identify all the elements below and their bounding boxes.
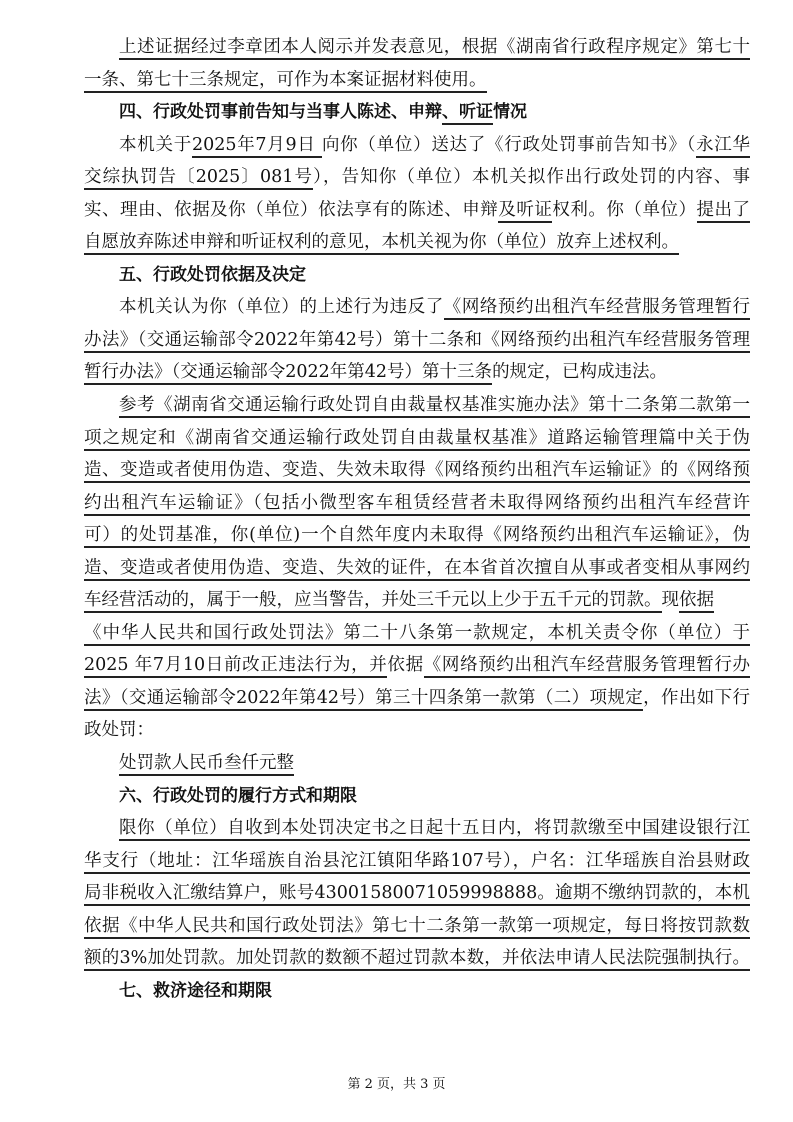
text-line: [84, 226, 750, 259]
underlined-text: 《中华人民共和国行政处罚法》第二十八条第一款规定，本机关责令你（单位）于: [84, 623, 750, 646]
underlined-text: 2025 年7月10日前改正违法行为，并: [84, 655, 387, 678]
underlined-text: 交综执罚告〔2025〕081号: [84, 167, 313, 190]
text-segment: 五、行政处罚依据及决定: [119, 264, 306, 285]
text-line: [84, 942, 750, 975]
text-line: [84, 649, 750, 682]
underlined-text: 办法》（交通运输部令2022年第42号）第十二条和《网络预约出租汽车经营服务管理: [84, 330, 750, 353]
text-line: [84, 324, 750, 357]
text-segment: 情况: [493, 102, 527, 123]
underlined-text: 造、变造或者使用伪造、变造、失效未取得《网络预约出租汽车运输证》的《网络预: [84, 460, 750, 483]
text-segment: 七、救济途径和期限: [119, 980, 272, 1001]
text-line: [84, 552, 750, 585]
underlined-text: 依据: [679, 590, 714, 613]
underlined-text: 可）的处罚基准，你(单位)一个自然年度内未取得《网络预约出租汽车运输证》，伪: [84, 525, 750, 548]
text-line: [84, 487, 750, 520]
text-segment: 实、理由、依据及你（单位）依法享有的陈述、申辩: [84, 199, 499, 220]
page-footer: 第 2 页，共 3 页: [347, 1077, 446, 1092]
text-line: [84, 812, 750, 845]
text-line: [84, 454, 750, 487]
underlined-text: 《网络预约出租汽车经营服务管理暂行办: [424, 655, 750, 678]
text-segment: 依据: [387, 655, 424, 676]
underlined-text: 局非税收入汇缴结算户，账号43001580071059998888。逾期不缴纳罚款的，本机: [84, 883, 750, 910]
text-segment: 四、行政处罚事前告知与当事人陈述、申辩: [119, 102, 442, 123]
underlined-text: 华支行（地址：江华瑶族自治县沱江镇阳华路107号），户名：江华瑶族自治县财政: [84, 851, 750, 874]
text-line: [84, 291, 750, 324]
underlined-text: 项之规定和《湖南省交通运输行政处罚自由裁量权基准》道路运输管理篇中关于伪: [84, 428, 750, 451]
section-heading: [84, 96, 750, 129]
underlined-text: 2025年7月9日: [192, 135, 322, 158]
text-line: [84, 584, 750, 617]
underlined-text: 限你（单位）自收到本处罚决定书之日起十五日内，将罚款缴至中国建设银行江: [119, 818, 750, 841]
underlined-text: 及听证: [498, 200, 552, 223]
underlined-text: 永江华: [696, 135, 750, 158]
section-heading: [84, 975, 750, 1008]
text-line: [84, 682, 750, 715]
text-segment: ），告知你（单位）本机关拟作出行政处罚的内容、事: [313, 167, 750, 188]
text-line: [84, 714, 750, 747]
underlined-text: 一条、第七十三条规定，可作为本案证据材料使用。: [84, 70, 487, 93]
text-segment: 本机关认为你（单位）的上述行为违反了: [119, 297, 444, 318]
text-line: [84, 845, 750, 878]
underlined-text: 车经营活动的，属于一般，应当警告，并处三千元以上少于五千元的罚款。: [84, 590, 662, 613]
underlined-text: 自愿放弃陈述申辩和听证权利的意见，本机关视为你（单位）放弃上述权利。: [84, 232, 679, 255]
underlined-text: 上述证据经过李章团本人阅示并发表意见，根据《湖南省行政程序规定》第七十: [119, 37, 750, 60]
text-line: [84, 422, 750, 455]
text-line: [84, 747, 750, 780]
underlined-text: 参考《湖南省交通运输行政处罚自由裁量权基准实施办法》第十二条第二款第一: [119, 395, 750, 418]
text-segment: 向你（单位）送达了《行政处罚事前告知书》（: [321, 134, 697, 155]
underlined-text: 法》（交通运输部令2022年第42号）第三十四条第一款第（二）项规定: [84, 688, 643, 711]
text-line: [84, 910, 750, 943]
text-line: [84, 129, 750, 162]
underlined-text: 提出了: [697, 200, 751, 223]
text-line: [84, 194, 750, 227]
text-line: [84, 31, 750, 64]
text-segment: 权利。你（单位）: [552, 199, 697, 220]
document-page-body: [84, 31, 750, 1007]
underlined-text: 处罚款人民币叁仟元整: [119, 753, 294, 776]
underlined-text: 依据《中华人民共和国行政处罚法》第七十二条第一款第一项规定，每日将按罚款数: [84, 916, 750, 939]
text-line: [84, 161, 750, 194]
text-line: [84, 617, 750, 650]
text-segment: ，作出如下行: [643, 687, 750, 708]
underlined-text: 《网络预约出租汽车经营服务管理暂行: [444, 297, 750, 320]
text-line: [84, 389, 750, 422]
text-segment: 的规定，已构成违法。: [492, 362, 668, 383]
text-line: [84, 356, 750, 389]
underlined-text: 约出租汽车运输证》（包括小微型客车租赁经营者未取得网络预约出租汽车经营许: [84, 493, 750, 516]
text-segment: 六、行政处罚的履行方式和期限: [119, 785, 357, 806]
text-segment: 政处罚：: [84, 720, 154, 741]
section-heading: [84, 780, 750, 813]
underlined-text: 暂行办法》（交通运输部令2022年第42号）第十三条: [84, 362, 492, 385]
underlined-text: 、听证: [442, 102, 493, 125]
text-segment: 本机关于: [119, 134, 192, 155]
section-heading: [84, 259, 750, 292]
text-line: [84, 64, 750, 97]
underlined-text: 额的3%加处罚款。加处罚款的数额不超过罚款本数，并依法申请人民法院强制执行。: [84, 948, 750, 971]
text-line: [84, 519, 750, 552]
text-segment: 现: [661, 590, 679, 611]
text-line: [84, 877, 750, 910]
underlined-text: 造、变造或者使用伪造、变造、失效的证件，在本省首次擅自从事或者变相从事网约: [84, 558, 750, 581]
